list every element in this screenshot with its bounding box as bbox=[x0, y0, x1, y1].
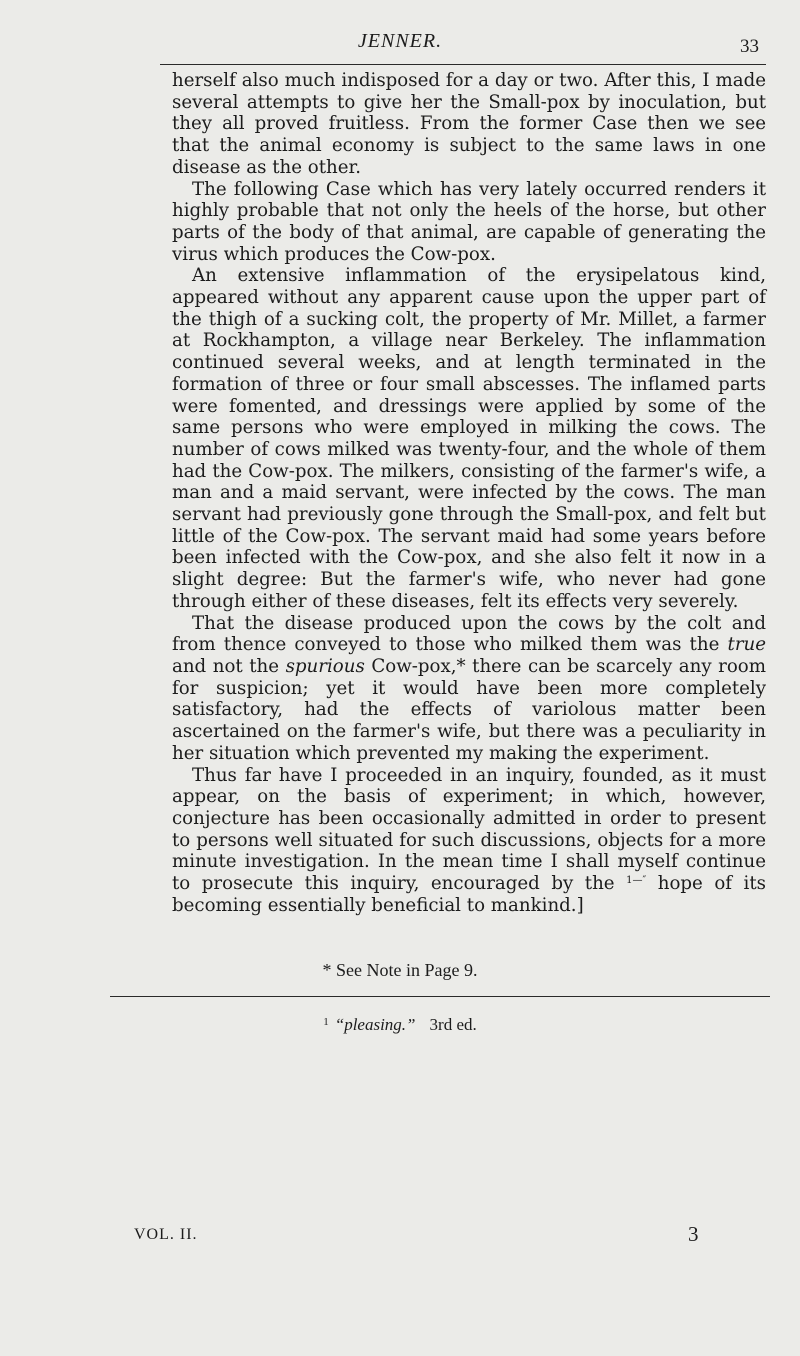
variant-note bbox=[0, 1015, 800, 1035]
emphasis-spurious: spurious bbox=[285, 655, 365, 677]
paragraph-text: Thus far have I proceeded in an inquiry, founded, as it must appear, on the basis of experiment; in which, however, conjecture has been occasionally admitted in order to present to persons well situated for such discussions, objects for a more minute investigation. In the mean time I shall myself continue to prosecute this inquiry, encouraged by the bbox=[172, 764, 766, 895]
footnote-reference-mark: 1—″ bbox=[626, 875, 647, 887]
header-rule bbox=[160, 64, 766, 65]
emphasis-true: true bbox=[727, 634, 766, 656]
signature-volume: VOL. II. bbox=[134, 1226, 198, 1243]
paragraph-text: That the disease produced upon the cows by the colt and from thence conveyed to those who milked them was the bbox=[172, 612, 766, 656]
body-text bbox=[172, 70, 766, 916]
paragraph: The following Case which has very lately occurred renders it highly probable that not only the heels of the horse, but other parts of the body of that animal, are capable of generating the virus which produces the Cow-pox. bbox=[172, 178, 766, 265]
page-number: 33 bbox=[740, 36, 759, 57]
paragraph-text: and not the bbox=[172, 655, 280, 677]
paragraph-text: Cow-pox,* there can be scarcely any room for suspicion; yet it would have been more completely satisfactory, had the effects of variolous matter been ascertained on the farmer's wife, but there was a peculiarity in her situation which prevented my making the experiment. bbox=[172, 655, 766, 764]
footnote-note: * See Note in Page 9. bbox=[322, 960, 478, 980]
footnote-rule bbox=[110, 996, 770, 997]
running-title: JENNER. bbox=[357, 30, 443, 52]
variant-note-number: 1 bbox=[323, 1016, 329, 1028]
variant-note-edition: 3rd ed. bbox=[429, 1015, 477, 1034]
variant-note-quote: “pleasing.” bbox=[334, 1015, 416, 1034]
paragraph bbox=[172, 765, 766, 917]
paragraph bbox=[172, 613, 766, 765]
paragraph: herself also much indisposed for a day or two. After this, I made several attempts to give her the Small-pox by inoculation, but they all proved fruitless. From the former Case then we see that the animal economy is subject to the same laws in one disease as the other. bbox=[172, 70, 766, 178]
paragraph-text: hope of its becoming essentially beneficial to mankind.] bbox=[172, 873, 766, 916]
signature-number: 3 bbox=[688, 1222, 699, 1246]
paragraph: An extensive inflammation of the erysipelatous kind, appeared without any apparent cause upon the upper part of the thigh of a sucking colt, the property of Mr. Millet, a farmer at Rockhampton, a village near Berkeley. The inflammation continued several weeks, and at length terminated in the formation of three or four small abscesses. The inflamed parts were fomented, and dressings were applied by some of the same persons who were employed in milking the cows. The number of cows milked was twenty-four, and the whole of them had the Cow-pox. The milkers, consisting of the farmer's wife, a man and a maid servant, were infected by the cows. The man servant had previously gone through the Small-pox, and felt but little of the Cow-pox. The servant maid had some years before been infected with the Cow-pox, and she also felt it now in a slight degree: But the farmer's wife, who never had gone through either of these diseases, felt its effects very severely. bbox=[172, 265, 766, 612]
